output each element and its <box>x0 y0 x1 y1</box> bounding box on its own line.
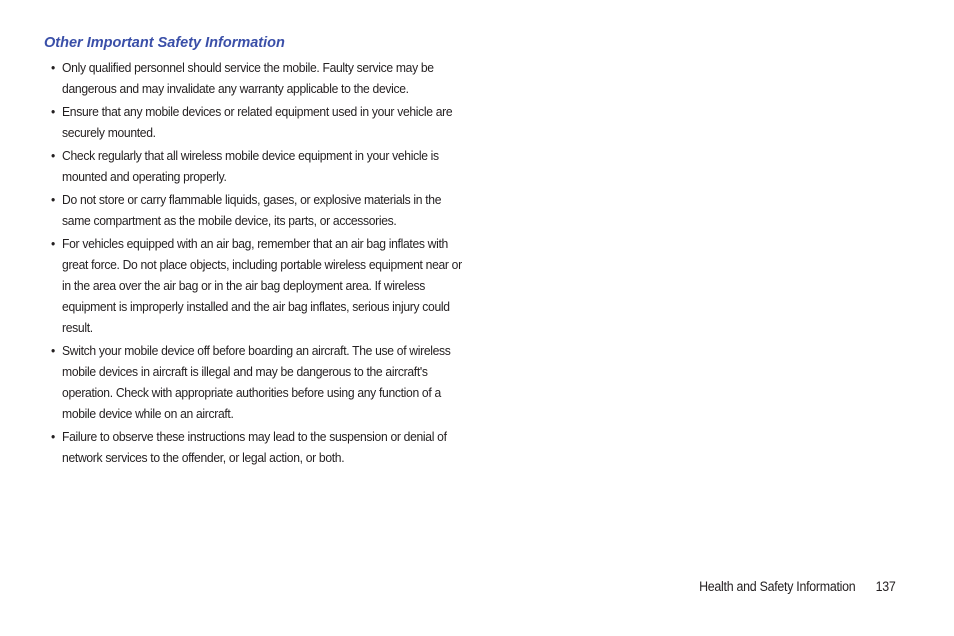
bullet-icon: • <box>51 429 55 444</box>
list-item <box>51 426 467 468</box>
page-number: 137 <box>876 579 896 594</box>
list-item-text: Only qualified personnel should service the mobile. Faulty service may be dangerous and may invalidate any warranty applicable to the device. <box>62 60 434 96</box>
safety-bullet-list <box>51 57 471 470</box>
list-item <box>51 233 467 338</box>
bullet-icon: • <box>51 104 55 119</box>
list-item-text: For vehicles equipped with an air bag, remember that an air bag inflates with great force. Do not place objects, including portable wireless equipment near or in the area over the air bag or in the air bag deployment area. If wireless equipment is improperly installed and the air bag inflates, serious injury could result. <box>62 236 462 335</box>
bullet-icon: • <box>51 343 55 358</box>
list-item <box>51 340 467 424</box>
page-footer <box>700 579 896 594</box>
bullet-icon: • <box>51 148 55 163</box>
list-item <box>51 101 467 143</box>
list-item <box>51 189 467 231</box>
bullet-icon: • <box>51 60 55 75</box>
list-item-text: Do not store or carry flammable liquids, gases, or explosive materials in the same compartment as the mobile device, its parts, or accessories. <box>62 192 442 228</box>
list-item <box>51 145 467 187</box>
section-title: Other Important Safety Information <box>44 35 285 51</box>
list-item-text: Failure to observe these instructions may lead to the suspension or denial of network services to the offender, or legal action, or both. <box>62 429 447 465</box>
list-item <box>51 57 467 99</box>
list-item-text: Ensure that any mobile devices or related equipment used in your vehicle are securely mounted. <box>62 104 453 140</box>
list-item-text: Check regularly that all wireless mobile device equipment in your vehicle is mounted and operating properly. <box>62 148 439 184</box>
list-item-text: Switch your mobile device off before boarding an aircraft. The use of wireless mobile devices in aircraft is illegal and may be dangerous to the aircraft's operation. Check with appropriate authorities before using any function of a mobile device while on an aircraft. <box>62 343 451 421</box>
bullet-icon: • <box>51 192 55 207</box>
bullet-icon: • <box>51 236 55 251</box>
footer-chapter: Health and Safety Information <box>699 579 856 594</box>
